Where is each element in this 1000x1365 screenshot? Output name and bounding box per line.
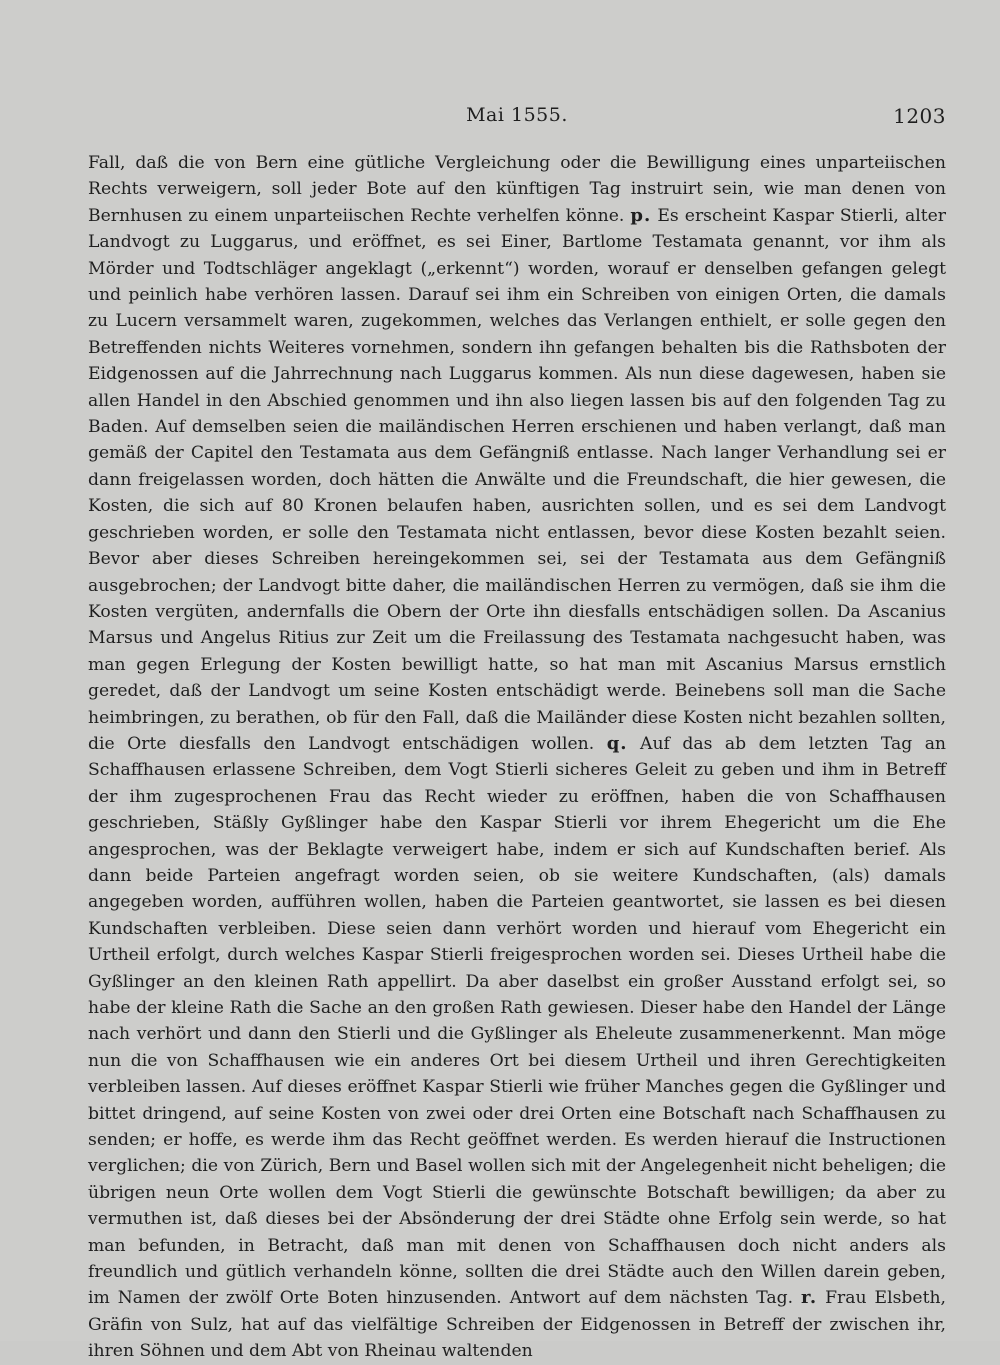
page-header: [88, 104, 946, 132]
text-segment-3: Auf das ab dem letzten Tag an Schaffhausen erlassene Schreiben, dem Vogt Stierli sicheres Geleit zu geben und ihm in Betreff der ihm zugesprochenen Frau das Recht wieder zu eröffnen, haben die von Schaffhausen geschrieben, Stäßly Gyßlinger habe den Kaspar Stierli vor ihrem Ehegericht um die Ehe angesprochen, was der Beklagte verweigert habe, indem er sich auf Kundschaften berief. Als dann beide Parteien angefragt worden seien, ob sie weitere Kundschaften, (als) damals angegeben worden, aufführen wollen, haben die Parteien geantwortet, sie lassen es bei diesen Kundschaften verbleiben. Diese seien dann verhört worden und hierauf vom Ehegericht ein Urtheil erfolgt, durch welches Kaspar Stierli freigesprochen worden sei. Dieses Urtheil habe die Gyßlinger an den kleinen Rath appellirt. Da aber daselbst ein großer Ausstand erfolgt sei, so habe der kleine Rath die Sache an den großen Rath gewiesen. Dieser habe den Handel der Länge nach verhört und dann den Stierli und die Gyßlinger als Eheleute zusammenerkennt. Man möge nun die von Schaffhausen wie ein anderes Ort bei diesem Urtheil und ihren Gerechtigkeiten verbleiben lassen. Auf dieses eröffnet Kaspar Stierli wie früher Manches gegen die Gyßlinger und bittet dringend, auf seine Kosten von zwei oder drei Orten eine Botschaft nach Schaffhausen zu senden; er hoffe, es werde ihm das Recht geöffnet werden. Es werden hierauf die Instructionen verglichen; die von Zürich, Bern und Basel wollen sich mit der Angelegenheit nicht beheligen; die übrigen neun Orte wollen dem Vogt Stierli die gewünschte Botschaft bewilligen; da aber zu vermuthen ist, daß dieses bei der Absönderung der drei Städte ohne Erfolg sein werde, so hat man befunden, in Betracht, daß man mit denen von Schaffhausen doch nicht anders als freundlich und gütlich verhandeln könne, sollten die drei Städte auch den Willen darein geben, im Namen der zwölf Orte Boten hinzusenden. Antwort auf dem nächsten Tag.: [88, 733, 947, 1309]
text-segment-2: Es erscheint Kaspar Stierli, alter Landvogt zu Luggarus, und eröffnet, es sei Einer, Bartlome Testamata genannt, vor ihm als Mörder und Todtschläger angeklagt („erkennt“) worden, worauf er denselben gefangen gelegt und peinlich habe verhören lassen. Darauf sei ihm ein Schreiben von einigen Orten, die damals zu Lucern versammelt waren, zugekommen, welches das Verlangen enthielt, er solle gegen den Betreffenden nichts Weiteres vornehmen, sondern ihn gefangen behalten bis die Rathsboten der Eidgenossen auf die Jahrrechnung nach Luggarus kommen. Als nun diese dagewesen, haben sie allen Handel in den Abschied genommen und ihn also liegen lassen bis auf den folgenden Tag zu Baden. Auf demselben seien die mailändischen Herren erschienen und haben verlangt, daß man gemäß der Capitel den Testamata aus dem Gefängniß entlasse. Nach langer Verhandlung sei er dann freigelassen worden, doch hätten die Anwälte und die Freundschaft, die hier gewesen, die Kosten, die sich auf 80 Kronen belaufen haben, ausrichten sollen, und es sei dem Landvogt geschrieben worden, er solle den Testamata nicht entlassen, bevor diese Kosten bezahlt seien. Bevor aber dieses Schreiben hereingekommen sei, sei der Testamata aus dem Gefängniß ausgebrochen; der Landvogt bitte daher, die mailändischen Herren zu vermögen, daß sie ihm die Kosten vergüten, andernfalls die Obern der Orte ihn diesfalls entschädigen sollen. Da Ascanius Marsus und Angelus Ritius zur Zeit um die Freilassung des Testamata nachgesucht haben, was man gegen Erlegung der Kosten bewilligt hatte, so hat man mit Ascanius Marsus ernstlich geredet, daß der Landvogt um seine Kosten entschädigt werde. Beinebens soll man die Sache heimbringen, zu berathen, ob für den Fall, daß die Mailänder diese Kosten nicht bezahlen sollten, die Orte diesfalls den Landvogt entschädigen wollen.: [88, 205, 946, 754]
section-marker-p: p.: [630, 204, 652, 226]
section-marker-q: q.: [606, 732, 628, 754]
running-title: Mai 1555.: [466, 104, 568, 126]
body-text: [88, 150, 946, 1365]
text-segment-4: Frau Elsbeth, Gräfin von Sulz, hat auf das vielfältige Schreiben der Eidgenossen in Betreff der zwischen ihr, ihren Söhnen und dem Abt von Rheinau waltenden: [88, 1288, 947, 1362]
section-marker-r: r.: [801, 1287, 818, 1309]
page-number: 1203: [893, 104, 946, 128]
text-segment-1: Fall, daß die von Bern eine gütliche Vergleichung oder die Bewilligung eines unparteiischen Rechts verweigern, soll jeder Bote auf den künftigen Tag instruirt sein, wie man denen von Bernhusen zu einem unparteiischen Rechte verhelfen könne.: [88, 153, 946, 226]
